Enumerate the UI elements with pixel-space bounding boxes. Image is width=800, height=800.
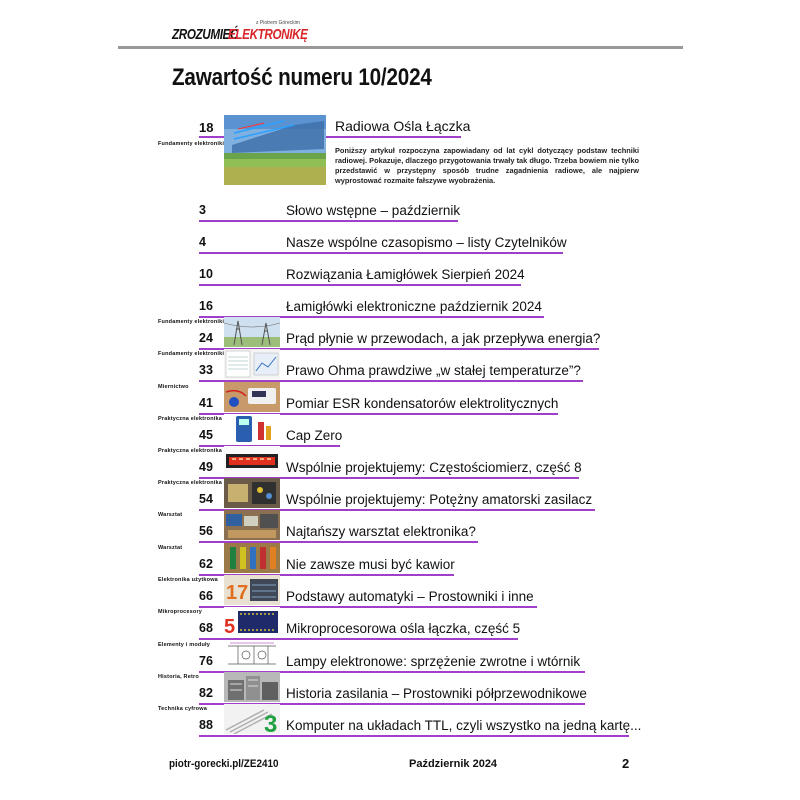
toc-category: Historia, Retro [158,674,199,680]
footer-url[interactable]: piotr-gorecki.pl/ZE2410 [169,758,279,770]
toc-title: Komputer na układach TTL, czyli wszystko na jedną kartę... [286,718,642,733]
footer-issue: Październik 2024 [409,758,498,770]
toc-page-number: 4 [199,235,206,249]
logo-part2: ELEKTRONIKĘ [228,26,308,43]
toc-thumbnail [224,575,280,605]
logo-part1: ZROZUMIEĆ [172,26,239,43]
toc-page-number: 88 [199,718,213,732]
toc-title: Wspólnie projektujemy: Potężny amatorski zasilacz [286,492,593,507]
toc-thumbnail [224,672,280,702]
toc-entry[interactable] [0,384,800,428]
header-rule [118,46,683,49]
toc-title: Mikroprocesorowa ośla łączka, część 5 [286,621,521,636]
toc-entry[interactable] [0,351,800,395]
toc-thumbnail [224,478,280,508]
featured-page-number: 18 [199,120,214,135]
toc-entry[interactable] [0,480,800,524]
featured-thumbnail [224,115,326,185]
toc-title: Rozwiązania Łamigłówek Sierpień 2024 [286,267,525,282]
toc-category: Technika cyfrowa [158,706,207,712]
svg-text:17: 17 [226,582,249,604]
toc-thumbnail [224,640,280,670]
toc-page-number: 45 [199,428,213,442]
toc-category: Praktyczna elektronika [158,416,223,422]
toc-thumbnail [224,704,280,734]
toc-category: Elementy i moduły [158,642,210,648]
toc-entry[interactable] [0,448,800,492]
toc-category: Warsztat [158,545,183,551]
toc-category: Fundamenty elektroniki [158,319,225,325]
toc-entry[interactable] [0,512,800,556]
toc-thumbnail [224,317,280,347]
featured-title: Radiowa Ośla Łączka [335,118,471,134]
toc-entry[interactable] [0,674,800,718]
toc-thumbnail [224,510,280,540]
footer-page-number: 2 [622,756,630,771]
toc-page-number: 33 [199,363,213,377]
toc-title: Słowo wstępne – październik [286,203,461,218]
toc-page-number: 49 [199,460,213,474]
toc-title: Prawo Ohma prawdziwe „w stałej temperaturze”? [286,363,581,378]
toc-page-number: 24 [199,331,213,345]
toc-entry[interactable] [0,642,800,686]
toc-title: Nasze wspólne czasopismo – listy Czytelników [286,235,567,250]
toc-page-number: 41 [199,396,213,410]
page-title: Zawartość numeru 10/2024 [172,64,432,91]
toc-entry[interactable] [0,319,800,363]
featured-description: Poniższy artykuł rozpoczyna zapowiadany od lat cykl dotyczący podstaw techniki radiowej. Pokazuje, dlaczego przygotowania trwały tak długo. Trzeba bowiem nie tylko przedstawić w przystępny sposób trudne zagadnienia radiowe, ale najpierw wyprostować rozmaite fałszywe wyobrażenia. [335,146,639,185]
toc-title: Najtańszy warsztat elektronika? [286,524,476,539]
featured-category: Fundamenty elektroniki [158,141,225,147]
toc-entry[interactable] [0,416,800,460]
toc-page-number: 82 [199,686,213,700]
toc-entry[interactable] [0,545,800,589]
toc-page-number: 3 [199,203,206,217]
logo-byline: z Piotrem Góreckim [256,20,300,26]
toc-title: Cap Zero [286,428,343,443]
toc-thumbnail [224,543,280,573]
toc-title: Historia zasilania – Prostowniki półprzewodnikowe [286,686,587,701]
toc-underline [199,735,629,737]
toc-category: Fundamenty elektroniki [158,351,225,357]
svg-text:3: 3 [264,711,278,734]
toc-thumbnail [224,382,280,412]
toc-title: Wspólnie projektujemy: Częstościomierz, część 8 [286,460,582,475]
toc-thumbnail [224,349,280,379]
toc-page-number: 62 [199,557,213,571]
toc-page-number: 16 [199,299,213,313]
toc-thumbnail [224,446,280,476]
toc-category: Praktyczna elektronika [158,448,223,454]
toc-page-number: 56 [199,524,213,538]
toc-title: Prąd płynie w przewodach, a jak przepływa energia? [286,331,601,346]
svg-text:5: 5 [224,616,236,637]
toc-category: Miernictwo [158,384,189,390]
toc-underline [199,220,458,222]
toc-entry[interactable] [0,299,800,331]
toc-title: Lampy elektronowe: sprzężenie zwrotne i wtórnik [286,654,581,669]
toc-entry[interactable] [0,203,800,235]
toc-entry[interactable] [0,267,800,299]
toc-page-number: 54 [199,492,213,506]
toc-page-number: 76 [199,654,213,668]
toc-page-number: 10 [199,267,213,281]
toc-category: Warsztat [158,512,183,518]
toc-entry[interactable] [0,609,800,653]
toc-title: Nie zawsze musi być kawior [286,557,455,572]
toc-title: Pomiar ESR kondensatorów elektrolitycznych [286,396,559,411]
toc-underline [199,252,563,254]
toc-title: Łamigłówki elektroniczne październik 2024 [286,299,542,314]
toc-entry[interactable] [0,577,800,621]
toc-entry[interactable] [0,235,800,267]
toc-underline [199,284,521,286]
toc-page-number: 66 [199,589,213,603]
toc-title: Podstawy automatyki – Prostowniki i inne [286,589,534,604]
toc-category: Mikroprocesory [158,609,203,615]
magazine-logo [172,20,308,46]
toc-category: Praktyczna elektronika [158,480,223,486]
toc-category: Elektronika użytkowa [158,577,218,583]
toc-thumbnail [224,414,280,444]
toc-page-number: 68 [199,621,213,635]
toc-entry[interactable] [0,706,800,750]
toc-thumbnail [224,607,280,637]
